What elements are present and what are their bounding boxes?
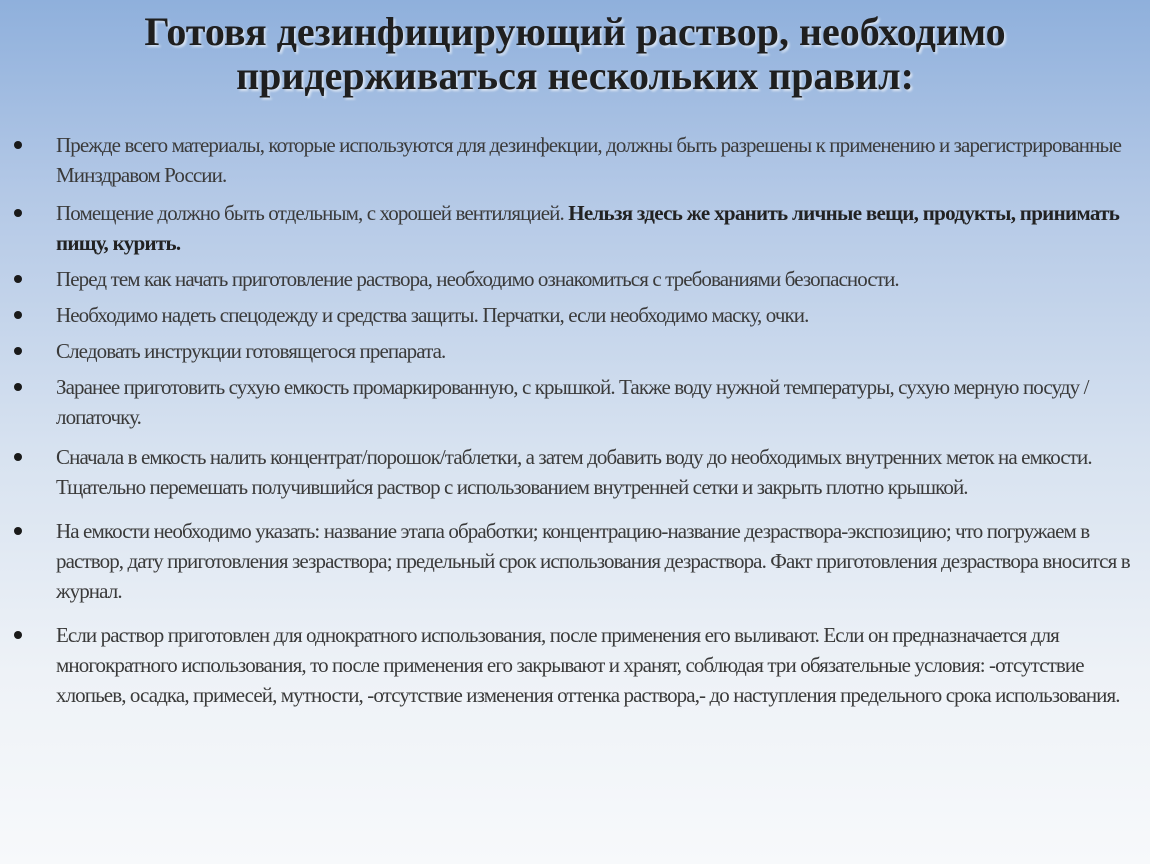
bullet-list [0,130,1150,716]
bullet-text: Помещение должно быть отдельным, с хорошей вентиляцией. [56,201,569,225]
bullet-item-4 [0,300,1150,330]
bullet-item-9 [0,620,1150,710]
bullet-text: Сначала в емкость налить концентрат/порошок/таблетки, а затем добавить воду до необходимых внутренних меток на емкости. Тщательно перемешать получившийся раствор с использованием внутренней сетки и закрыть плотно крышкой. [56,445,1092,499]
slide-title: Готовя дезинфицирующий раствор, необходимо придерживаться нескольких правил: [144,9,1006,98]
bullet-dot-icon [14,347,22,355]
bullet-dot-icon [14,275,22,283]
bullet-text: Необходимо надеть спецодежду и средства защиты. Перчатки, если необходимо маску, очки. [56,303,809,327]
bullet-item-7 [0,442,1150,502]
bullet-item-2 [0,198,1150,258]
bullet-item-5 [0,336,1150,366]
bullet-item-8 [0,516,1150,606]
bullet-dot-icon [14,527,22,535]
bullet-dot-icon [14,311,22,319]
bullet-text: Если раствор приготовлен для однократного использования, после применения его выливают. Если он предназначается для многократного использования, то после применения его закрывают и хранят, соблюдая три обязательные условия: -отсутствие хлопьев, осадка, примесей, мутности, -отсутствие изменения оттенка раствора,- до наступления предельного срока использования. [56,623,1120,707]
bullet-text: Прежде всего материалы, которые используются для дезинфекции, должны быть разрешены к применению и зарегистрированные Минздравом России. [56,133,1122,187]
bullet-item-1 [0,130,1150,190]
bullet-dot-icon [14,631,22,639]
bullet-text: На емкости необходимо указать: название этапа обработки; концентрацию-название дезраствора-экспозицию; что погружаем в раствор, дату приготовления зезраствора; предельный срок использования дезраствора. Факт приготовления дезраствора вносится в журнал. [56,519,1130,603]
bullet-dot-icon [14,383,22,391]
bullet-text: Заранее приготовить сухую емкость промаркированную, с крышкой. Также воду нужной температуры, сухую мерную посуду /лопаточку. [56,375,1089,429]
bullet-text: Перед тем как начать приготовление раствора, необходимо ознакомиться с требованиями безопасности. [56,267,899,291]
bullet-dot-icon [14,141,22,149]
bullet-item-3 [0,264,1150,294]
bullet-item-6 [0,372,1150,432]
bullet-bold-text: Нельзя здесь же хранить личные вещи, продукты, принимать пищу, курить. [56,201,1120,255]
bullet-text: Следовать инструкции готовящегося препарата. [56,339,446,363]
bullet-dot-icon [14,209,22,217]
bullet-dot-icon [14,453,22,461]
